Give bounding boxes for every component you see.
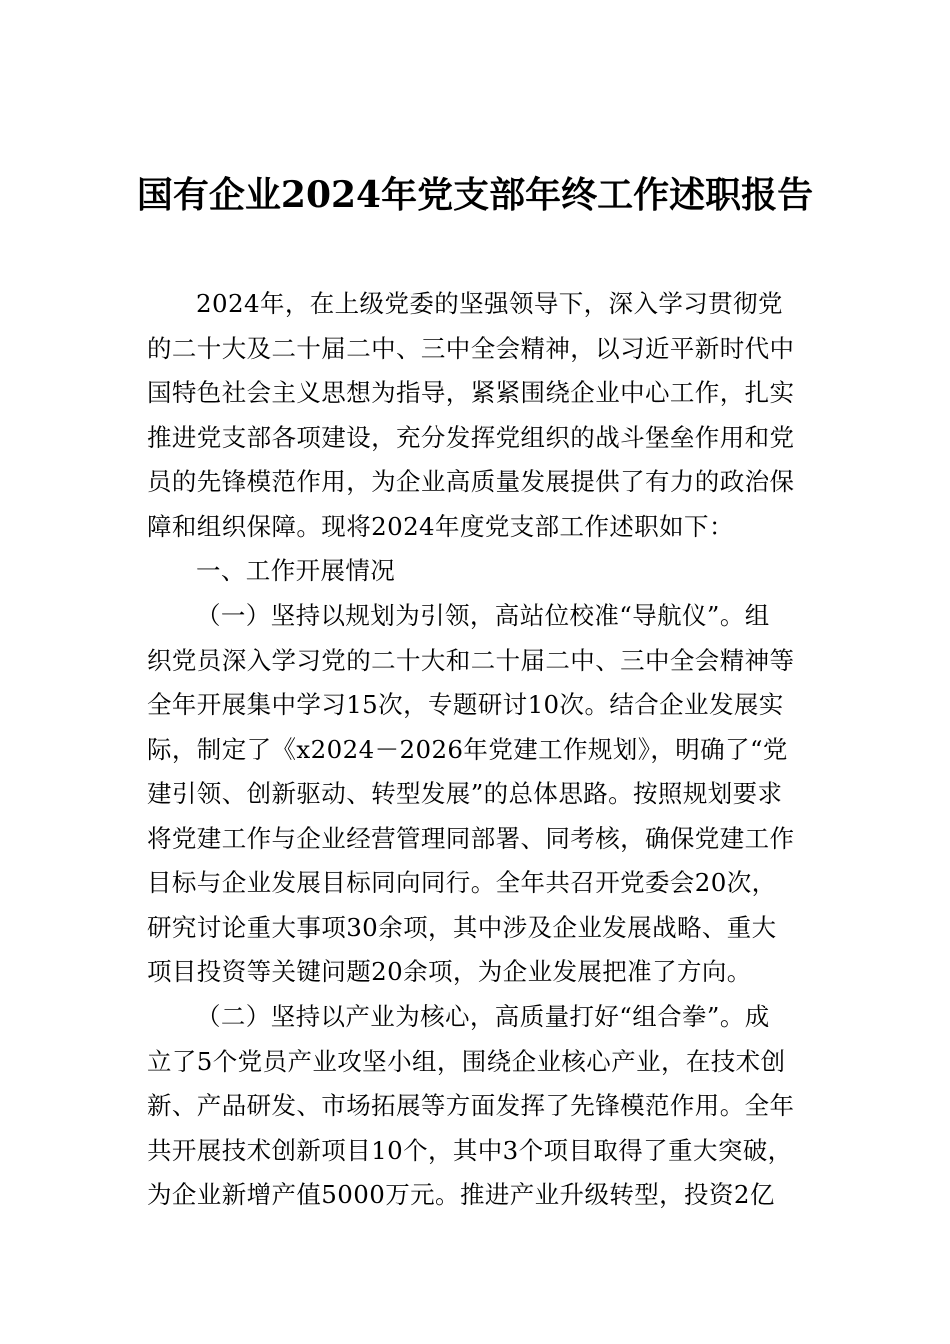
paragraph-line: 织党员深入学习党的二十大和二十届二中、三中全会精神等 xyxy=(147,645,795,675)
paragraph-line: 全年开展集中学习15次，专题研讨10次。结合企业发展实 xyxy=(147,690,784,719)
paragraph-line: 项目投资等关键问题20余项，为企业发展把准了方向。 xyxy=(147,957,752,986)
section-heading: 一、工作开展情况 xyxy=(196,556,396,585)
paragraph-line: （二）坚持以产业为核心，高质量打好“组合拳”。成 xyxy=(196,1002,770,1031)
paragraph-line: 目标与企业发展目标同向同行。全年共召开党委会20次， xyxy=(147,868,777,897)
paragraph-line: （一）坚持以规划为引领，高站位校准“导航仪”。组 xyxy=(196,601,770,630)
paragraph-line: 2024年，在上级党委的坚强领导下，深入学习贯彻党 xyxy=(196,289,783,318)
paragraph-line: 国特色社会主义思想为指导，紧紧围绕企业中心工作，扎实 xyxy=(147,378,795,407)
subsection-1-paragraph xyxy=(147,594,817,995)
paragraph-line: 研究讨论重大事项30余项，其中涉及企业发展战略、重大 xyxy=(147,912,777,942)
section-heading-1 xyxy=(147,549,817,594)
paragraph-line: 际，制定了《x2024－2026年党建工作规划》，明确了“党 xyxy=(147,734,788,764)
paragraph-line: 新、产品研发、市场拓展等方面发挥了先锋模范作用。全年 xyxy=(147,1091,795,1120)
intro-paragraph xyxy=(147,282,817,549)
subsection-2-paragraph xyxy=(147,995,817,1218)
paragraph-line: 员的先锋模范作用，为企业高质量发展提供了有力的政治保 xyxy=(147,467,795,496)
paragraph-line: 为企业新增产值5000万元。推进产业升级转型，投资2亿 xyxy=(147,1180,775,1209)
paragraph-line: 立了5个党员产业攻坚小组，围绕企业核心产业，在技术创 xyxy=(147,1046,786,1076)
paragraph-line: 建引领、创新驱动、转型发展”的总体思路。按照规划要求 xyxy=(147,779,783,808)
paragraph-line: 将党建工作与企业经营管理同部署、同考核，确保党建工作 xyxy=(147,823,795,853)
paragraph-line: 推进党支部各项建设，充分发挥党组织的战斗堡垒作用和党 xyxy=(147,422,795,452)
paragraph-line: 共开展技术创新项目10个，其中3个项目取得了重大突破， xyxy=(147,1135,793,1165)
document-title: 国有企业2024年党支部年终工作述职报告 xyxy=(136,174,814,216)
paragraph-line: 障和组织保障。现将2024年度党支部工作述职如下： xyxy=(147,511,734,541)
paragraph-line: 的二十大及二十届二中、三中全会精神，以习近平新时代中 xyxy=(147,333,795,363)
